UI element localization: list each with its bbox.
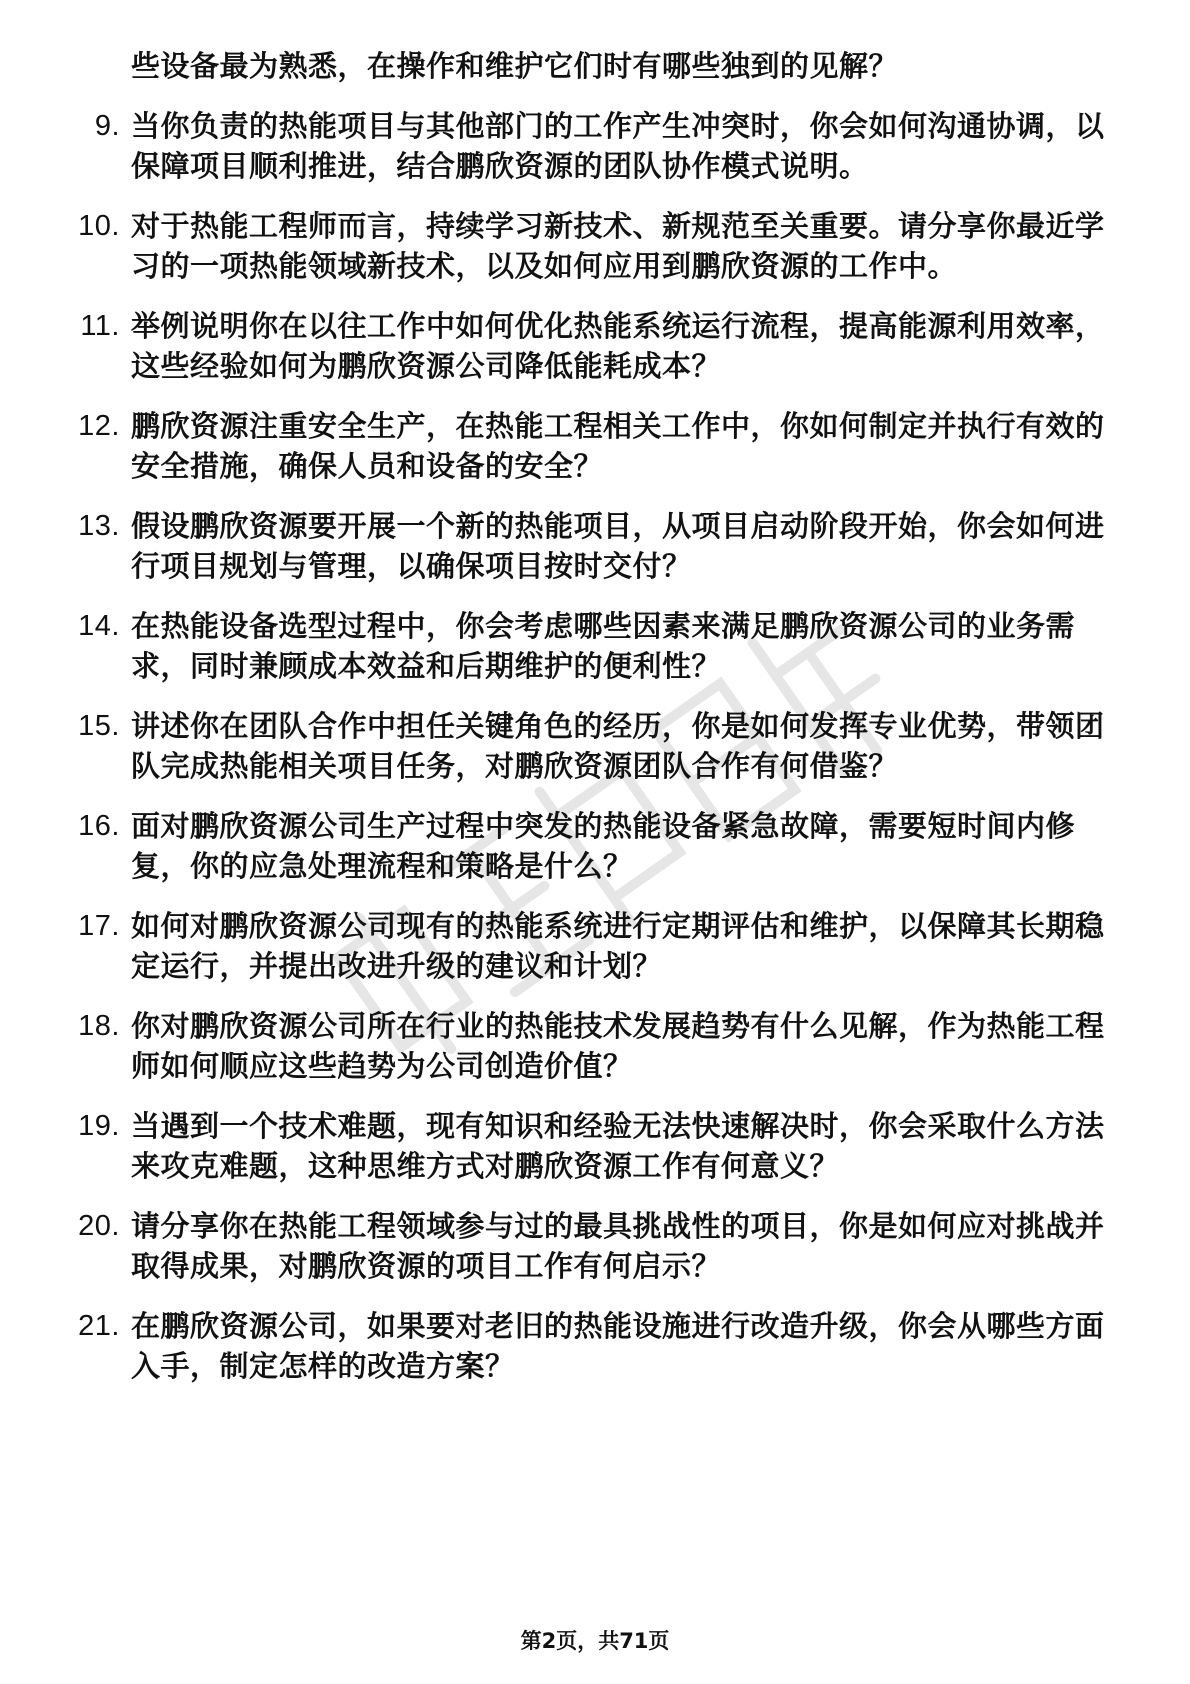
list-item [0,1306,1111,1386]
question-text: 对于热能工程师而言，持续学习新技术、新规范至关重要。请分享你最近学习的一项热能领域新技术，以及如何应用到鹏欣资源的工作中。 [131,209,1105,283]
question-text: 鹏欣资源注重安全生产，在热能工程相关工作中，你如何制定并执行有效的安全措施，确保人员和设备的安全？ [131,409,1105,483]
list-item [0,206,1111,286]
question-number: 20. [78,1210,120,1242]
question-number: 12. [78,410,120,442]
list-item [0,106,1111,186]
question-text: 面对鹏欣资源公司生产过程中突发的热能设备紧急故障，需要短时间内修复，你的应急处理流程和策略是什么？ [131,809,1076,883]
list-item [0,1006,1111,1086]
list-item [0,706,1111,786]
list-item [0,506,1111,586]
list-item [0,906,1111,986]
continued-question-text: 些设备最为熟悉，在操作和维护它们时有哪些独到的见解？ [131,49,899,83]
question-number: 15. [78,710,120,742]
question-text: 请分享你在热能工程领域参与过的最具挑战性的项目，你是如何应对挑战并取得成果，对鹏欣资源的项目工作有何启示？ [131,1209,1105,1283]
question-text: 在热能设备选型过程中，你会考虑哪些因素来满足鹏欣资源公司的业务需求，同时兼顾成本效益和后期维护的便利性？ [131,609,1076,683]
question-number: 9. [94,110,120,142]
question-number: 16. [78,810,120,842]
list-item [0,1106,1111,1186]
question-number: 21. [78,1310,120,1342]
question-text: 举例说明你在以往工作中如何优化热能系统运行流程，提高能源利用效率，这些经验如何为鹏欣资源公司降低能耗成本？ [131,309,1105,383]
question-number: 14. [78,610,120,642]
page-number-footer: 第2页，共71页 [520,1629,670,1653]
question-number: 11. [80,310,120,342]
question-number: 10. [78,210,120,242]
question-number: 19. [78,1110,120,1142]
question-content [0,46,1190,1406]
question-number: 17. [78,910,120,942]
question-text: 在鹏欣资源公司，如果要对老旧的热能设施进行改造升级，你会从哪些方面入手，制定怎样的改造方案？ [131,1309,1105,1383]
list-item [0,606,1111,686]
list-item [0,406,1111,486]
question-text: 你对鹏欣资源公司所在行业的热能技术发展趋势有什么见解，作为热能工程师如何顺应这些趋势为公司创造价值？ [131,1009,1105,1083]
list-item [0,306,1111,386]
list-item [0,1206,1111,1286]
question-text: 假设鹏欣资源要开展一个新的热能项目，从项目启动阶段开始，你会如何进行项目规划与管理，以确保项目按时交付？ [131,509,1105,583]
question-text: 当遇到一个技术难题，现有知识和经验无法快速解决时，你会采取什么方法来攻克难题，这种思维方式对鹏欣资源工作有何意义？ [131,1109,1105,1183]
question-number: 13. [78,510,120,542]
list-item [0,806,1111,886]
question-text: 讲述你在团队合作中担任关键角色的经历，你是如何发挥专业优势，带领团队完成热能相关项目任务，对鹏欣资源团队合作有何借鉴？ [131,709,1105,783]
question-number: 18. [78,1010,120,1042]
question-list [0,106,1190,1386]
question-text: 如何对鹏欣资源公司现有的热能系统进行定期评估和维护，以保障其长期稳定运行，并提出改进升级的建议和计划？ [131,909,1105,983]
question-text: 当你负责的热能项目与其他部门的工作产生冲突时，你会如何沟通协调，以保障项目顺利推进，结合鹏欣资源的团队协作模式说明。 [131,109,1105,183]
